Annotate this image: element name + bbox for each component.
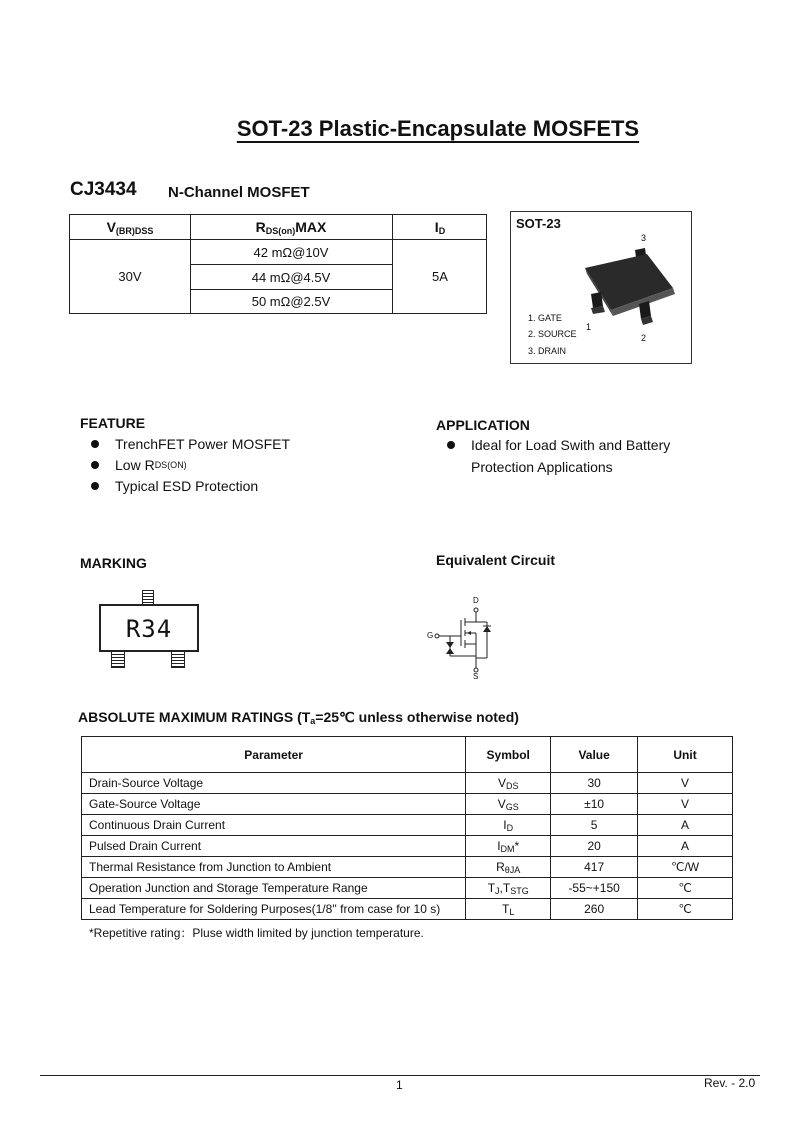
pin-number-2: 2 [641, 333, 647, 343]
unit-cell: ℃ [638, 899, 733, 920]
feature-item: Low R DS(ON) [91, 457, 187, 473]
table-row [82, 857, 733, 878]
package-label: SOT-23 [516, 216, 561, 231]
application-item-continued: Protection Applications [471, 459, 613, 475]
ratings-table [81, 736, 733, 920]
bullet-icon [91, 440, 99, 448]
application-heading: APPLICATION [436, 417, 530, 433]
pin-number-1: 1 [586, 322, 592, 332]
footnote: *Repetitive rating：Pluse width limited by junction temperature. [89, 926, 424, 940]
rds-value-2v5: 50 mΩ@2.5V [251, 294, 331, 309]
feature-item: TrenchFET Power MOSFET [91, 436, 290, 452]
table-row [82, 794, 733, 815]
key-spec-table [69, 214, 487, 314]
column-header-unit: Unit [638, 737, 733, 773]
parameter-cell: Gate-Source Voltage [82, 794, 466, 815]
pin-number-3: 3 [641, 233, 647, 243]
id-value: 5A [432, 269, 448, 284]
table-row [82, 815, 733, 836]
value-cell: ±10 [551, 794, 638, 815]
table-row [82, 899, 733, 920]
part-type: N-Channel MOSFET [168, 184, 310, 201]
pin-legend-gate: 1. GATE [528, 313, 562, 323]
id-header: $I_D$ [434, 219, 446, 236]
bullet-icon [91, 461, 99, 469]
value-cell: 30 [551, 773, 638, 794]
marking-code: R34 [125, 615, 173, 643]
parameter-cell: Drain-Source Voltage [82, 773, 466, 794]
circuit-label-gate: G [427, 631, 434, 640]
vbr-header: $V_{(BR)DSS}$ [106, 219, 154, 236]
sot23-package-drawing [561, 242, 691, 337]
circuit-label-source: S [473, 672, 479, 681]
table-row [82, 773, 733, 794]
pin-legend-source: 2. SOURCE [528, 329, 577, 339]
marking-heading: MARKING [80, 555, 147, 571]
symbol-cell: $I_{DM}*$ [466, 836, 551, 857]
marking-pin-3 [142, 590, 154, 604]
parameter-cell: Operation Junction and Storage Temperature Range [82, 878, 466, 899]
unit-cell: A [638, 815, 733, 836]
symbol-cell: $V_{DS}$ [466, 773, 551, 794]
value-cell: 260 [551, 899, 638, 920]
bullet-icon [91, 482, 99, 490]
rds-value-4v5: 44 mΩ@4.5V [251, 270, 331, 285]
value-cell: 20 [551, 836, 638, 857]
unit-cell: V [638, 794, 733, 815]
unit-cell: A [638, 836, 733, 857]
symbol-cell: $T_J,T_{STG}$ [466, 878, 551, 899]
part-number: CJ3434 [70, 179, 137, 200]
parameter-cell: Continuous Drain Current [82, 815, 466, 836]
column-header-symbol: Symbol [466, 737, 551, 773]
parameter-cell: Pulsed Drain Current [82, 836, 466, 857]
parameter-cell: Thermal Resistance from Junction to Ambient [82, 857, 466, 878]
mosfet-symbol-icon [425, 596, 500, 682]
page-number: 1 [396, 1078, 403, 1092]
rds-value-10v: 42 mΩ@10V [253, 245, 329, 260]
revision-label: Rev. - 2.0 [704, 1076, 756, 1090]
unit-cell: ℃ [638, 878, 733, 899]
feature-heading: FEATURE [80, 415, 146, 431]
package-box [510, 211, 692, 364]
symbol-cell: $T_L$ [466, 899, 551, 920]
table-row [82, 836, 733, 857]
value-cell: -55~+150 [551, 878, 638, 899]
equivalent-circuit [425, 596, 500, 682]
value-cell: 417 [551, 857, 638, 878]
page-title: SOT-23 Plastic-Encapsulate MOSFETS [236, 116, 640, 141]
marking-pin-1 [111, 652, 125, 668]
value-cell: 5 [551, 815, 638, 836]
feature-item: Typical ESD Protection [91, 478, 258, 494]
parameter-cell: Lead Temperature for Soldering Purposes(1/8'' from case for 10 s) [82, 899, 466, 920]
column-header-value: Value [551, 737, 638, 773]
table-header-row [82, 737, 733, 773]
column-header-parameter: Parameter [82, 737, 466, 773]
vbr-value: 30V [118, 269, 142, 284]
application-item: Ideal for Load Swith and Battery [447, 437, 670, 453]
ratings-heading: ABSOLUTE MAXIMUM RATINGS ($T_a=25℃$ unless otherwise noted) [78, 709, 519, 726]
symbol-cell: $V_{GS}$ [466, 794, 551, 815]
marking-pin-2 [171, 652, 185, 668]
symbol-cell: $I_D$ [466, 815, 551, 836]
table-row [82, 878, 733, 899]
footer-divider [40, 1075, 760, 1076]
equivalent-circuit-heading: Equivalent Circuit [436, 552, 556, 568]
marking-drawing [99, 590, 199, 670]
unit-cell: ℃/W [638, 857, 733, 878]
circuit-label-drain: D [473, 596, 479, 605]
rds-header: $R_{DS(on)}MAX$ [255, 219, 327, 236]
symbol-cell: $R_{\theta JA}$ [466, 857, 551, 878]
unit-cell: V [638, 773, 733, 794]
pin-legend-drain: 3. DRAIN [528, 346, 567, 356]
bullet-icon [447, 441, 455, 449]
